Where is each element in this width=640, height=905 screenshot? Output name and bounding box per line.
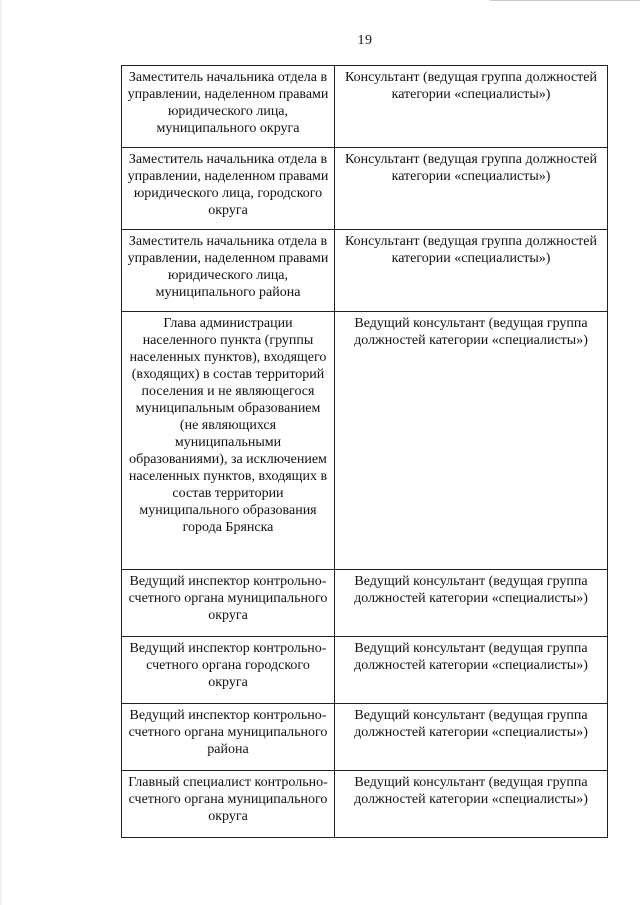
table-row	[122, 704, 608, 771]
page-number: 19	[357, 33, 373, 48]
table-cell-position: Глава администрации населенного пункта (группы населенных пунктов), входящего (входящих) в состав территорий поселения и не являющегося муниципальным образованием (не являющихся муниципальными образованиями), за исключением населенных пунктов, входящих в состав территории муниципального образования города Брянска	[122, 312, 335, 570]
table-cell-equivalent: Ведущий консультант (ведущая группа должностей категории «специалисты»)	[335, 570, 608, 637]
table-row	[122, 230, 608, 312]
table-row	[122, 148, 608, 230]
table-cell-position: Заместитель начальника отдела в управлении, наделенном правами юридического лица, городского округа	[122, 148, 335, 230]
table-cell-position: Главный специалист контрольно-счетного органа муниципального округа	[122, 771, 335, 838]
table-cell-equivalent: Ведущий консультант (ведущая группа должностей категории «специалисты»)	[335, 312, 608, 570]
table-cell-equivalent: Консультант (ведущая группа должностей категории «специалисты»)	[335, 148, 608, 230]
table-cell-position: Ведущий инспектор контрольно-счетного органа муниципального округа	[122, 570, 335, 637]
table-cell-equivalent: Ведущий консультант (ведущая группа должностей категории «специалисты»)	[335, 704, 608, 771]
table-cell-position: Ведущий инспектор контрольно-счетного органа муниципального района	[122, 704, 335, 771]
table-cell-equivalent: Ведущий консультант (ведущая группа должностей категории «специалисты»)	[335, 637, 608, 704]
positions-table	[121, 65, 608, 838]
table-row	[122, 637, 608, 704]
table-cell-equivalent: Консультант (ведущая группа должностей категории «специалисты»)	[335, 66, 608, 148]
table-cell-equivalent: Консультант (ведущая группа должностей категории «специалисты»)	[335, 230, 608, 312]
table-row	[122, 771, 608, 838]
table-row	[122, 570, 608, 637]
table-row	[122, 312, 608, 570]
table-cell-equivalent: Ведущий консультант (ведущая группа должностей категории «специалисты»)	[335, 771, 608, 838]
table-cell-position: Ведущий инспектор контрольно-счетного органа городского округа	[122, 637, 335, 704]
table-row	[122, 66, 608, 148]
table-cell-position: Заместитель начальника отдела в управлении, наделенном правами юридического лица, муниципального района	[122, 230, 335, 312]
scan-edge-line	[490, 0, 640, 1]
table-cell-position: Заместитель начальника отдела в управлении, наделенном правами юридического лица, муниципального округа	[122, 66, 335, 148]
scan-left-edge	[0, 0, 2, 905]
